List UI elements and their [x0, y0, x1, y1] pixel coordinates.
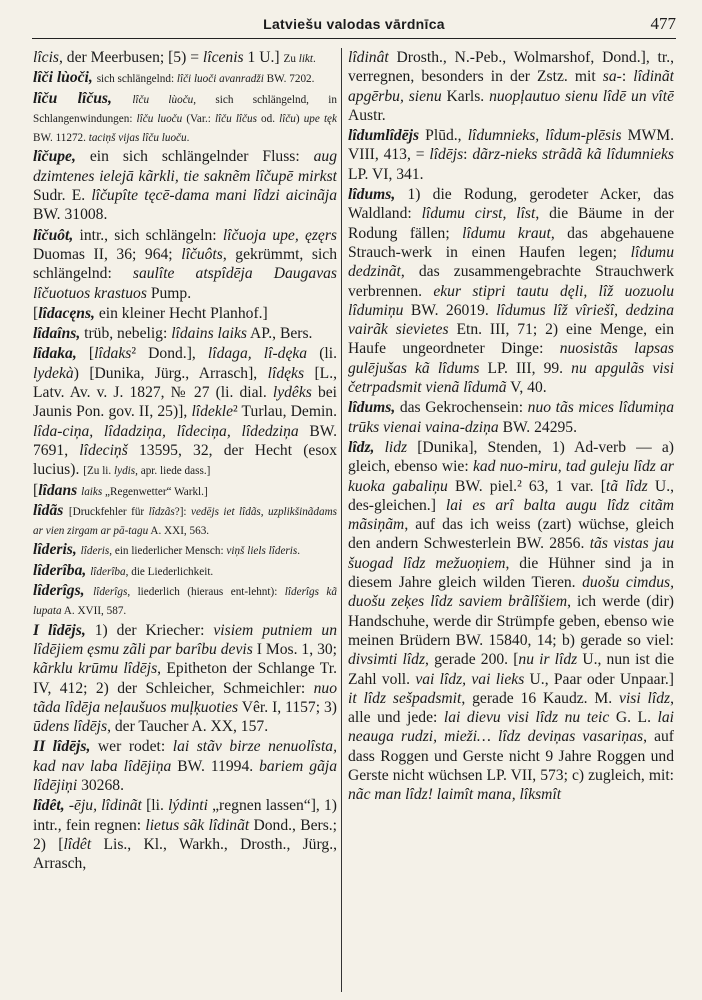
dictionary-entry: [lîdacęns, ein kleiner Hecht Planhof.]	[33, 304, 268, 322]
dictionary-entry: lîdinât Drosth., N.-Peb., Wolmarshof, Dond.], tr., verregnen, besonders in der Zstz. mit sa-: lîdinãt apgērbu, sienu Karls. nuopļautuo sienu lîdē un vîtē Austr.	[348, 49, 674, 124]
dictionary-entry: lîdaka, [lîdaks² Dond.], lîdaga, lî-dęka (li. lydekà) [Dunika, Jürg., Arrasch], lîdęks [L., Latv. Av. v. J. 1827, № 27 (li. dial. lydêks bei Jaunis Pon. gov. II, 25)], lîdekle² Turlau, Demin. lîda-ciņa, lîdadziņa, lîdeciņa, lîdedziņa BW. 7691, lîdeciņš 13595, 32, der Hecht (esox lucius). [Zu li. lydis, apr. liede dass.]	[33, 345, 337, 479]
dictionary-entry: lîču lîčus, lîču lùoču, sich schlängelnd, in Schlangenwindungen: lîču luoču (Var.: lîču lîčus od. lîču) upe tęk BW. 11272. taciņš vijas lîču luoču.	[33, 89, 337, 145]
right-column	[348, 48, 674, 994]
dictionary-entry: lîdums, 1) die Rodung, gerodeter Acker, das Waldland: lîdumu cirst, lîst, die Bäume in der Rodung fällen; lîdumu kraut, das abgehauene Strauch-werk in einen Haufen legen; lîdumu dedzinãt, das zusammengebrachte Strauchwerk verbrennen. ekur stipri tautu dęli, lîž uozuolu lîdumiņu BW. 26019. lîdumus lîž vîriešî, dedzina vairãk sievietes Etn. III, 71; 2) eine Menge, ein Haufe ungeordneter Dinge: nuosistãs lapsas gulējušas kã lîdums LP. III, 99. nu apgulãs visi četrpadsmit vienã lîdumã V, 40.	[348, 186, 674, 397]
dictionary-entry: [lîdans laiks „Regenwetter“ Warkl.]	[33, 481, 208, 499]
dictionary-entry: I lîdējs, 1) der Kriecher: visiem putniem un lîdējiem ęsmu zãli par barîbu devis I Mos. 1, 30; kãrklu krūmu lîdējs, Epitheton der Schlange Tr. IV, 412; 2) der Schleicher, Schmeichler: nuo tãda lîdēja neļaušuos muļķuoties Vêr. I, 1157; 3) ūdens lîdējs, der Taucher A. XX, 157.	[33, 621, 337, 736]
page-header	[32, 14, 676, 39]
dictionary-entry: lîdaîns, trüb, nebelig: lîdains laiks AP., Bers.	[33, 325, 313, 343]
dictionary-entry: lîdz, lidz [Dunika], Stenden, 1) Ad-verb — a) gleich, ebenso wie: kad nuo-miru, tad guleju lîdz ar kuoka gabaliņu BW. piel.² 63, 1 var. [tã lîdz U., des-gleichen.] lai es arî balta augu lîdz citãm mãsiņãm, auf das ich weiss (zart) wüchse, gleich den andern Schwesterlein BW. 2856. tãs vistas jau šuogad lîdz mežuoņiem, die Hühner sind ja in diesem Jahre gleich wilden Tieren. duošu cimdus, duošu zeķes lîdz saviem brãlîšiem, ich werde (dir) Handschuhe, werde dir Strümpfe geben, ebenso wie meinen Brüdern BW. 15840, 14; b) gerade so viel: divsimti lîdz, gerade 200. [nu ir lîdz U., nun ist die Zahl voll. vai lîdz, vai lieks U., Paar oder Unpaar.] it lîdz sešpadsmit, gerade 16 Kaudz. M. visi lîdz, alle und jede: lai dievu visi lîdz nu teic G. L. lai neauga rudzi, mieži… lîdz deviņas vasariņas, auf dass Roggen und Gerste nicht 9 Jahre Roggen und Gerste nicht wüchsen LP. VII, 573; c) zugleich, mit: nãc man lîdz! laimît mana, lîksmît	[348, 438, 674, 804]
dictionary-entry: lîčuôt, intr., sich schlängeln: lîčuoja upe, ęzęrs Duomas II, 36; 964; lîčuôts, gekrümmt, sich schlängelnd: saulîte atspîdēja Daugavas lîčuotuos krastuos Pump.	[33, 226, 337, 302]
dictionary-entry: lîči lùoči, sich schlängelnd: lîči luoči avanradži BW. 7202.	[33, 69, 315, 87]
running-title: Latviešu valodas vārdnīca	[263, 16, 445, 32]
dictionary-entry: II lîdējs, wer rodet: lai stãv birze nenuolîsta, kad nav laba lîdējiņa BW. 11994. bariem gãja lîdējiņi 30268.	[33, 738, 337, 794]
dictionary-entry: lîderîba, lîderîba, die Liederlichkeit.	[33, 561, 214, 579]
left-column	[33, 48, 337, 994]
dictionary-entry: lîdumlîdējs Plūd., lîdumnieks, lîdum-plēsis MWM. VIII, 413, = lîdējs: dãrz-nieks strãdã kã lîdumnieks LP. VI, 341.	[348, 127, 674, 183]
dictionary-entry: lîcis, der Meerbusen; [5) = lîcenis 1 U.] Zu likt.	[33, 49, 316, 66]
page-number: 477	[650, 14, 676, 33]
dictionary-entry: lîčupe, ein sich schlängelnder Fluss: aug dzimtenes ielejā kãrkli, tie saknẽm lîčupē mirkst Sudr. E. lîčupîte tęcē-dama mani lîdzi aicinãja BW. 31008.	[33, 148, 337, 224]
dictionary-entry: lîdãs [Druckfehler für lîdzãs?]: vedējs iet lîdãs, uzplikšinãdams ar vien zirgam ar pā-tagu A. XXI, 563.	[33, 501, 337, 538]
column-divider	[341, 48, 342, 992]
dictionary-entry: lîdêt, -ēju, lîdinãt [li. lýdinti „regnen lassen“], 1) intr., fein regnen: lietus sãk lîdinãt Dond., Bers.; 2) [lîdêt Lis., Kl., Warkh., Drosth., Jürg., Arrasch,	[33, 797, 337, 873]
dictionary-entry: lîdums, das Gekrochensein: nuo tãs mices lîdumiņa trūks vienai vaina-dziņa BW. 24295.	[348, 399, 674, 436]
dictionary-entry: lîderîgs, lîderîgs, liederlich (hieraus ent-lehnt): lîderîgs kã lupata A. XVII, 587.	[33, 582, 337, 618]
dictionary-entry: lîderis, lîderis, ein liederlicher Mensch: viņš liels lîderis.	[33, 541, 301, 559]
